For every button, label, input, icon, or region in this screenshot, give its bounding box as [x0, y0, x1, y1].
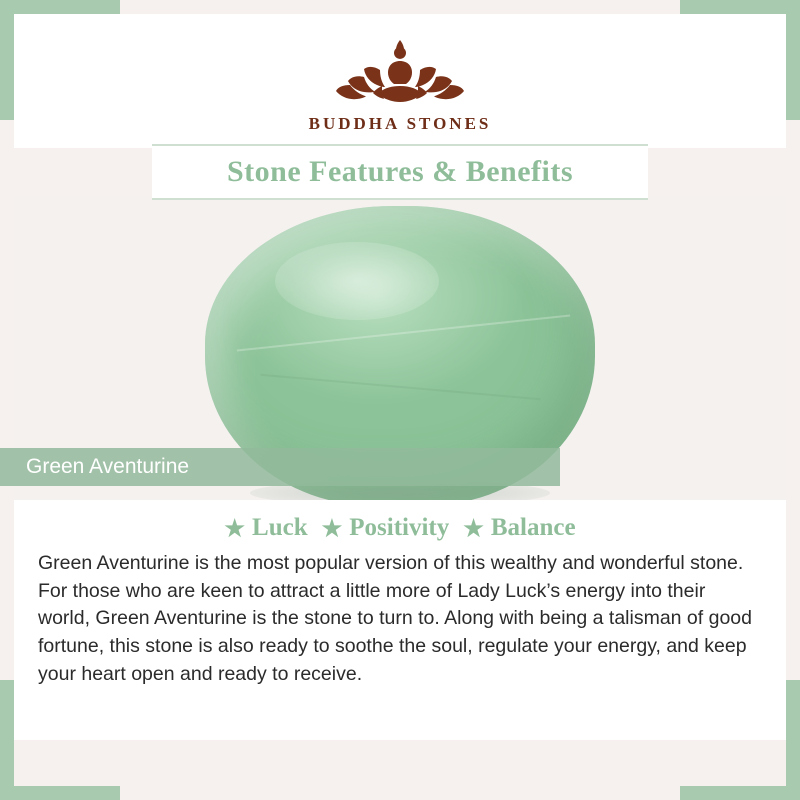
- star-icon: ★: [463, 515, 484, 541]
- body-card: [14, 500, 786, 740]
- star-icon: ★: [321, 515, 343, 541]
- corner-frame-bottom-right-vertical: [786, 680, 800, 800]
- gemstone-facet-line-upper: [237, 314, 571, 351]
- keyword-luck: [224, 514, 307, 542]
- keyword-positivity: [322, 514, 450, 542]
- corner-frame-top-left-vertical: [0, 0, 14, 120]
- lotus-meditation-icon: [320, 30, 480, 112]
- description-paragraph: Green Aventurine is the most popular version of this wealthy and wonderful stone. For those who are keen to attract a little more of Lady Luck’s energy into their world, Green Aventurine is the stone to turn to. Along with being a talisman of good fortune, this stone is also ready to soothe the soul, regulate your energy, and keep your heart open and ready to receive.: [38, 552, 752, 685]
- bottom-strip: [14, 740, 786, 786]
- gemstone-highlight: [275, 242, 439, 320]
- corner-frame-top-right-vertical: [786, 0, 800, 120]
- page-title: Stone Features & Benefits: [226, 155, 574, 188]
- corner-frame-top-left-horizontal: [0, 0, 120, 14]
- corner-frame-bottom-left-horizontal: [0, 786, 120, 800]
- corner-frame-top-right-horizontal: [680, 0, 800, 14]
- brand-name: BUDDHA STONES: [308, 114, 492, 133]
- corner-frame-bottom-right-horizontal: [680, 786, 800, 800]
- corner-frame-bottom-left-vertical: [0, 680, 14, 800]
- stone-name-label: Green Aventurine: [26, 455, 190, 478]
- keyword-list: [38, 514, 762, 542]
- title-banner: [152, 144, 648, 200]
- gemstone-facet-line-lower: [260, 374, 540, 400]
- keyword-balance: [463, 514, 575, 542]
- keyword-luck-label: Luck: [252, 514, 308, 541]
- keyword-positivity-label: Positivity: [349, 514, 450, 541]
- brand-header: [14, 14, 786, 148]
- caption-bar: [0, 448, 560, 486]
- star-icon: ★: [224, 515, 246, 541]
- keyword-balance-label: Balance: [490, 514, 576, 541]
